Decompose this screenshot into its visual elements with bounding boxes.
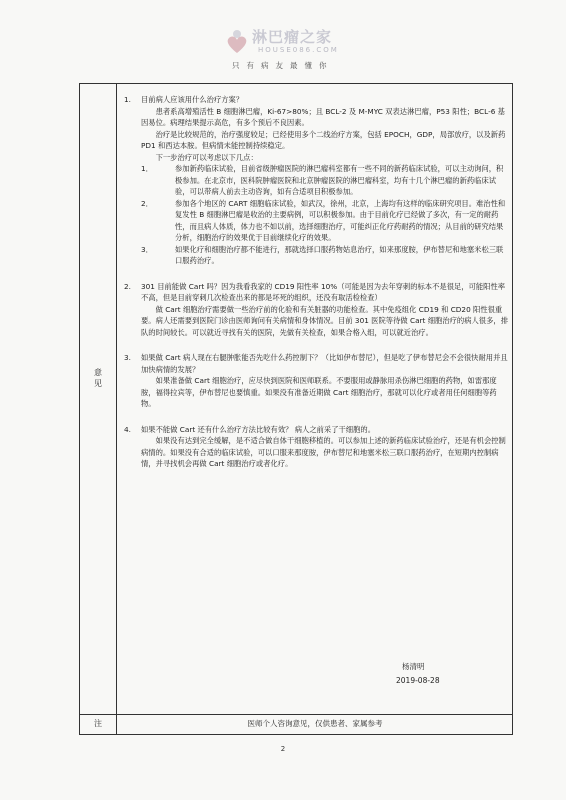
- question-number: 4.: [124, 424, 131, 434]
- logo-name: 淋巴瘤之家: [252, 28, 333, 46]
- question-text: 301 目前能做 Cart 吗？因为我看我家的 CD19 阳性率 10%（可能是因为去年穿刺的标本不是很足，可能阳性率不高，但是目前穿刺几次检查出来的都是坏死的组织，还没有取活检检查）: [141, 281, 506, 302]
- paragraph: 治疗是比较规范的，治疗强度较足；已经使用多个二线治疗方案，包括 EPOCH，GDP，局部放疗，以及新药 PD1 和西达本胺。但病情未能控制持续稳定。: [141, 129, 506, 150]
- list-item: [124, 198, 508, 244]
- page-number: 2: [280, 745, 286, 753]
- question-text: 如果不能做 Cart 还有什么治疗方法比较有效？ 病人之前采了干细胞的。: [141, 424, 375, 434]
- list-text: 参加新药临床试验，目前省级肿瘤医院的淋巴瘤科室都有一些不同的新药临床试验，可以主动询问，积极参加。在北京市，医科院肿瘤医院和北京肿瘤医院的淋巴瘤科室，均有十几个淋巴瘤的新药临床试验，可以带病人前去主动咨询，如有合适项目积极参加。: [175, 164, 504, 196]
- question-1: [124, 94, 508, 106]
- logo-url: HOUSE086.COM: [258, 46, 339, 54]
- question-text: 目前病人应该用什么治疗方案？: [141, 95, 244, 104]
- signature-date: 2019-08-28: [396, 676, 440, 685]
- question-3: [124, 352, 508, 375]
- page-header: [0, 0, 566, 84]
- column-divider: [116, 83, 117, 735]
- question-number: 3.: [124, 353, 131, 362]
- logo-heart-icon: [226, 28, 248, 54]
- list-item: [124, 163, 508, 198]
- signature-block: [396, 660, 476, 688]
- list-number: 1．: [141, 164, 153, 173]
- paragraph: 下一步治疗可以考虑以下几点：: [155, 152, 258, 162]
- answer: 如果没有达到完全缓解，是不适合做自体干细胞移植的。可以参加上述的新药临床试验治疗，还是有机会控制病情的。如果没有合适的临床试验，可以口服来那度胺，伊布替尼和地塞米松三联口服药治疗，在短期内控制病情，并寻找机会再做 Cart 细胞治疗或者化疗。: [141, 436, 506, 468]
- paragraph: 患者系高增殖活性 B 细胞淋巴瘤，Ki-67>80%；且 BCL-2 及 M-MYC 双表达淋巴瘤，P53 阳性；BCL-6 基因易位。病理结果提示高危，有多个预后不良因素。: [141, 106, 505, 127]
- answer: 如果准备做 Cart 细胞治疗，应尽快到医院和医师联系。不要服用或静脉用杀伤淋巴细胞的药物，如雷那度胺，福得拉宾等，伊布替尼也要慎重。如果没有准备近期做 Cart 细胞治疗，那就可以化疗或者用任何细胞等药物。: [141, 376, 497, 408]
- opinion-label: 意见: [94, 368, 102, 388]
- opinion-content: [124, 94, 508, 470]
- logo-slogan: 只有病友最懂你: [232, 61, 334, 70]
- note-label: 注: [94, 719, 102, 728]
- note-text: 医师个人咨询意见，仅供患者、家属参考: [247, 719, 383, 728]
- answer: 做 Cart 细胞治疗需要做一些治疗前的化验和有关脏器的功能检查。其中免疫组化 CD19 和 CD20 阳性很重要。病人还需要到医院门诊由医师询问有关病情和身体情况。目前 301 医院等待做 Cart 细胞治疗的病人很多，排队的时间较长。可以就近寻找有关的医院，先做有关检查，如果合格入组，可以就近治疗。: [141, 304, 508, 337]
- question-2: [124, 281, 508, 304]
- question-number: 2.: [124, 281, 131, 291]
- question-4: [124, 424, 508, 436]
- list-number: 3．: [141, 244, 153, 254]
- question-number: 1.: [124, 95, 131, 104]
- doctor-name: 杨清明: [402, 662, 425, 671]
- list-text: 如果化疗和细胞治疗都不能进行，那就选择口服药物姑息治疗，如来那度胺，伊布替尼和地塞米松三联口服药治疗。: [175, 244, 504, 265]
- row-divider: [79, 714, 513, 715]
- list-text: 参加各个地区的 CART 细胞临床试验，如武汉，徐州，北京，上海均有这样的临床研究项目。难治性和复发性 B 细胞淋巴瘤是收治的主要病例，可以积极参加。由于目前化疗已经做了多次，有一定的耐药性，而且病人体质，体力也不如以前，选择细胞治疗，可能纠正化疗药耐药的情况；从目前的研究结果分析，细胞治疗的效果优于目前继续化疗的效果。: [175, 198, 506, 242]
- list-number: 2．: [141, 198, 153, 208]
- question-text: 如果做 Cart 病人现在右腿肿胀能否先吃什么药控制下？（比如伊布替尼），但是吃了伊布替尼会不会很快耐用并且加快病情的发展？: [141, 353, 508, 374]
- list-item: [124, 244, 508, 267]
